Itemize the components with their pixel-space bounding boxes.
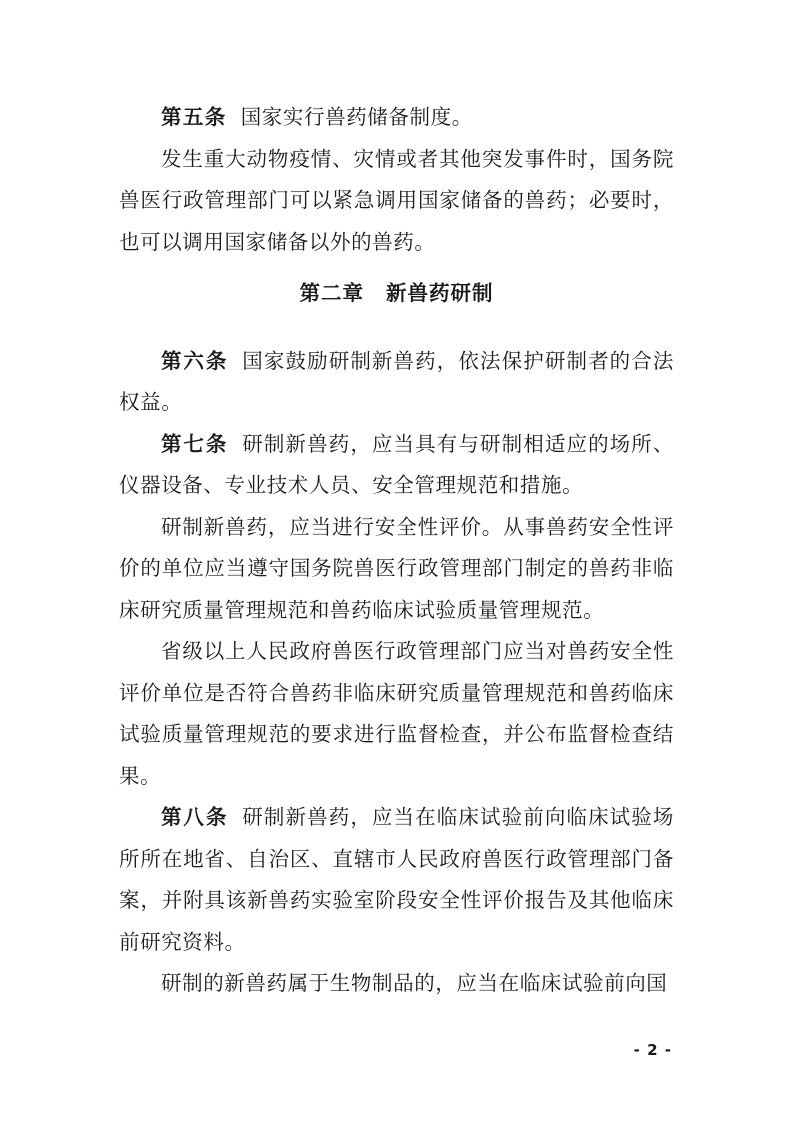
chapter-title: 新兽药研制 [386,281,494,305]
document-body [119,97,674,1005]
article-6 [119,341,674,424]
article-heading: 第五条 [161,105,227,129]
chapter-heading [119,273,674,315]
paragraph: 省级以上人民政府兽医行政管理部门应当对兽药安全性评价单位是否符合兽药非临床研究质量管理规范和兽药临床试验质量管理规范的要求进行监督检查，并公布监督检查结果。 [119,639,674,788]
article-heading: 第七条 [161,431,229,456]
article-heading: 第八条 [161,805,229,829]
article-7 [119,424,674,507]
page-number: - 2 - [633,1041,672,1059]
article-8 [119,797,674,963]
article-text: 研制新兽药，应当具有与研制相适应的场所、仪器设备、专业技术人员、安全管理规范和措施。 [119,431,675,497]
article-heading: 第六条 [161,348,229,373]
paragraph: 发生重大动物疫情、灾情或者其他突发事件时，国务院兽医行政管理部门可以紧急调用国家储备的兽药；必要时，也可以调用国家储备以外的兽药。 [119,146,674,254]
paragraph: 研制新兽药，应当进行安全性评价。从事兽药安全性评价的单位应当遵守国务院兽医行政管理部门制定的兽药非临床研究质量管理规范和兽药临床试验质量管理规范。 [119,514,674,622]
article-text: 国家鼓励研制新兽药，依法保护研制者的合法权益。 [119,348,675,414]
article-text: 国家实行兽药储备制度。 [240,105,473,129]
article-text: 研制新兽药，应当在临床试验前向临床试验场所所在地省、自治区、直辖市人民政府兽医行政管理部门备案，并附具该新兽药实验室阶段安全性评价报告及其他临床前研究资料。 [119,805,675,954]
paragraph: 研制的新兽药属于生物制品的，应当在临床试验前向国 [161,971,668,995]
chapter-number: 第二章 [299,281,364,305]
article-5 [119,97,674,139]
